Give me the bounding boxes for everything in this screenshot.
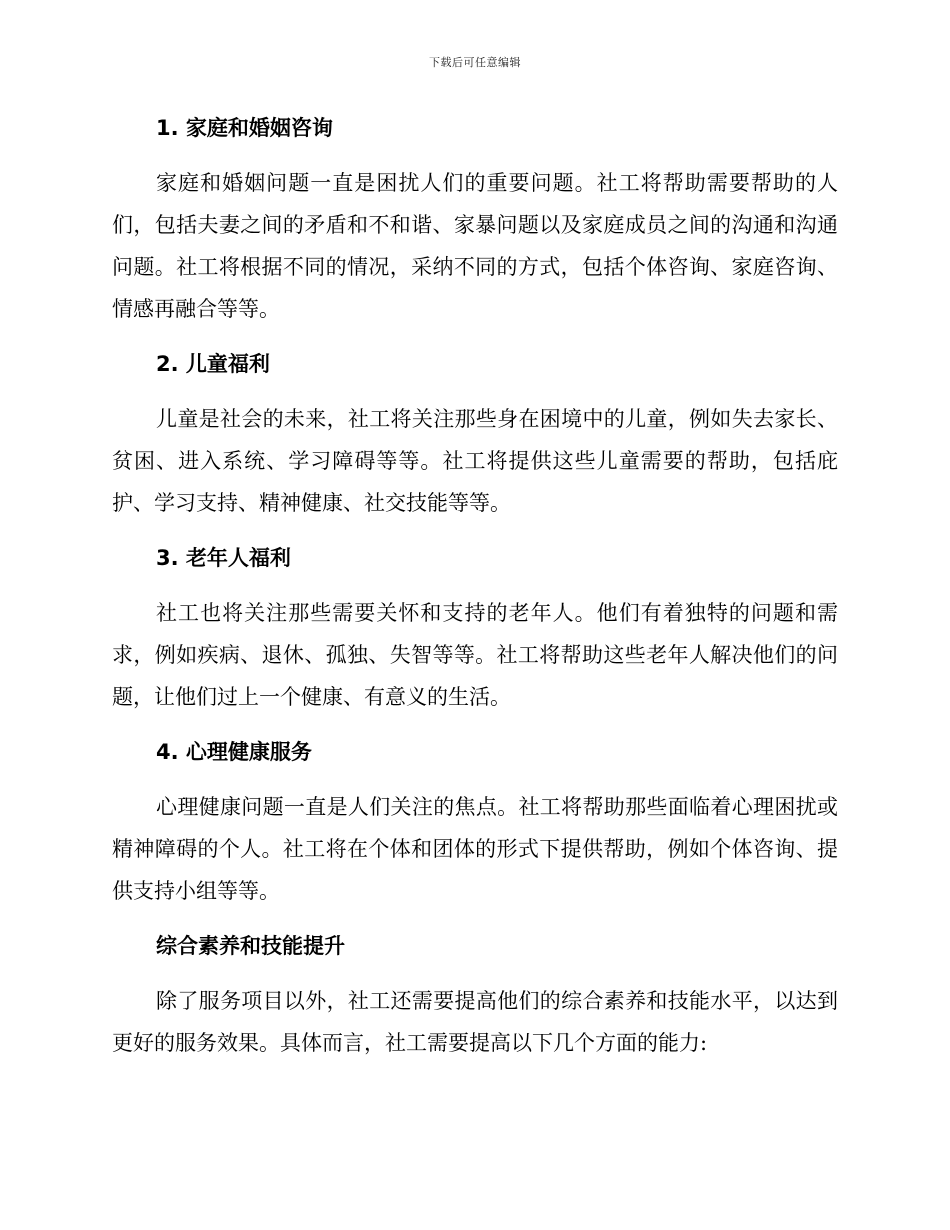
section-paragraph: 社工也将关注那些需要关怀和支持的老年人。他们有着独特的问题和需求，例如疾病、退休、孤独、失智等等。社工将帮助这些老年人解决他们的问题，让他们过上一个健康、有意义的生活。 bbox=[112, 601, 838, 709]
document-body bbox=[112, 108, 838, 1078]
section-paragraph: 家庭和婚姻问题一直是困扰人们的重要问题。社工将帮助需要帮助的人们，包括夫妻之间的矛盾和不和谐、家暴问题以及家庭成员之间的沟通和沟通问题。社工将根据不同的情况，采纳不同的方式，包括个体咨询、家庭咨询、情感再融合等等。 bbox=[112, 171, 838, 321]
section-elderly-welfare bbox=[112, 538, 838, 718]
section-heading: 综合素养和技能提升 bbox=[156, 934, 345, 958]
section-heading: 2. 儿童福利 bbox=[156, 352, 270, 376]
page-header: 下载后可任意编辑 bbox=[429, 56, 521, 69]
section-heading: 4. 心理健康服务 bbox=[156, 740, 312, 764]
section-skills-improvement bbox=[112, 926, 838, 1064]
section-paragraph: 儿童是社会的未来，社工将关注那些身在困境中的儿童，例如失去家长、贫困、进入系统、学习障碍等等。社工将提供这些儿童需要的帮助，包括庇护、学习支持、精神健康、社交技能等等。 bbox=[112, 407, 838, 515]
section-family-marriage bbox=[112, 108, 838, 330]
section-heading: 3. 老年人福利 bbox=[156, 546, 291, 570]
section-child-welfare bbox=[112, 344, 838, 524]
section-mental-health bbox=[112, 732, 838, 912]
section-heading: 1. 家庭和婚姻咨询 bbox=[156, 116, 333, 140]
section-paragraph: 除了服务项目以外，社工还需要提高他们的综合素养和技能水平，以达到更好的服务效果。具体而言，社工需要提高以下几个方面的能力: bbox=[112, 989, 838, 1055]
section-paragraph: 心理健康问题一直是人们关注的焦点。社工将帮助那些面临着心理困扰或精神障碍的个人。社工将在个体和团体的形式下提供帮助，例如个体咨询、提供支持小组等等。 bbox=[112, 795, 838, 903]
